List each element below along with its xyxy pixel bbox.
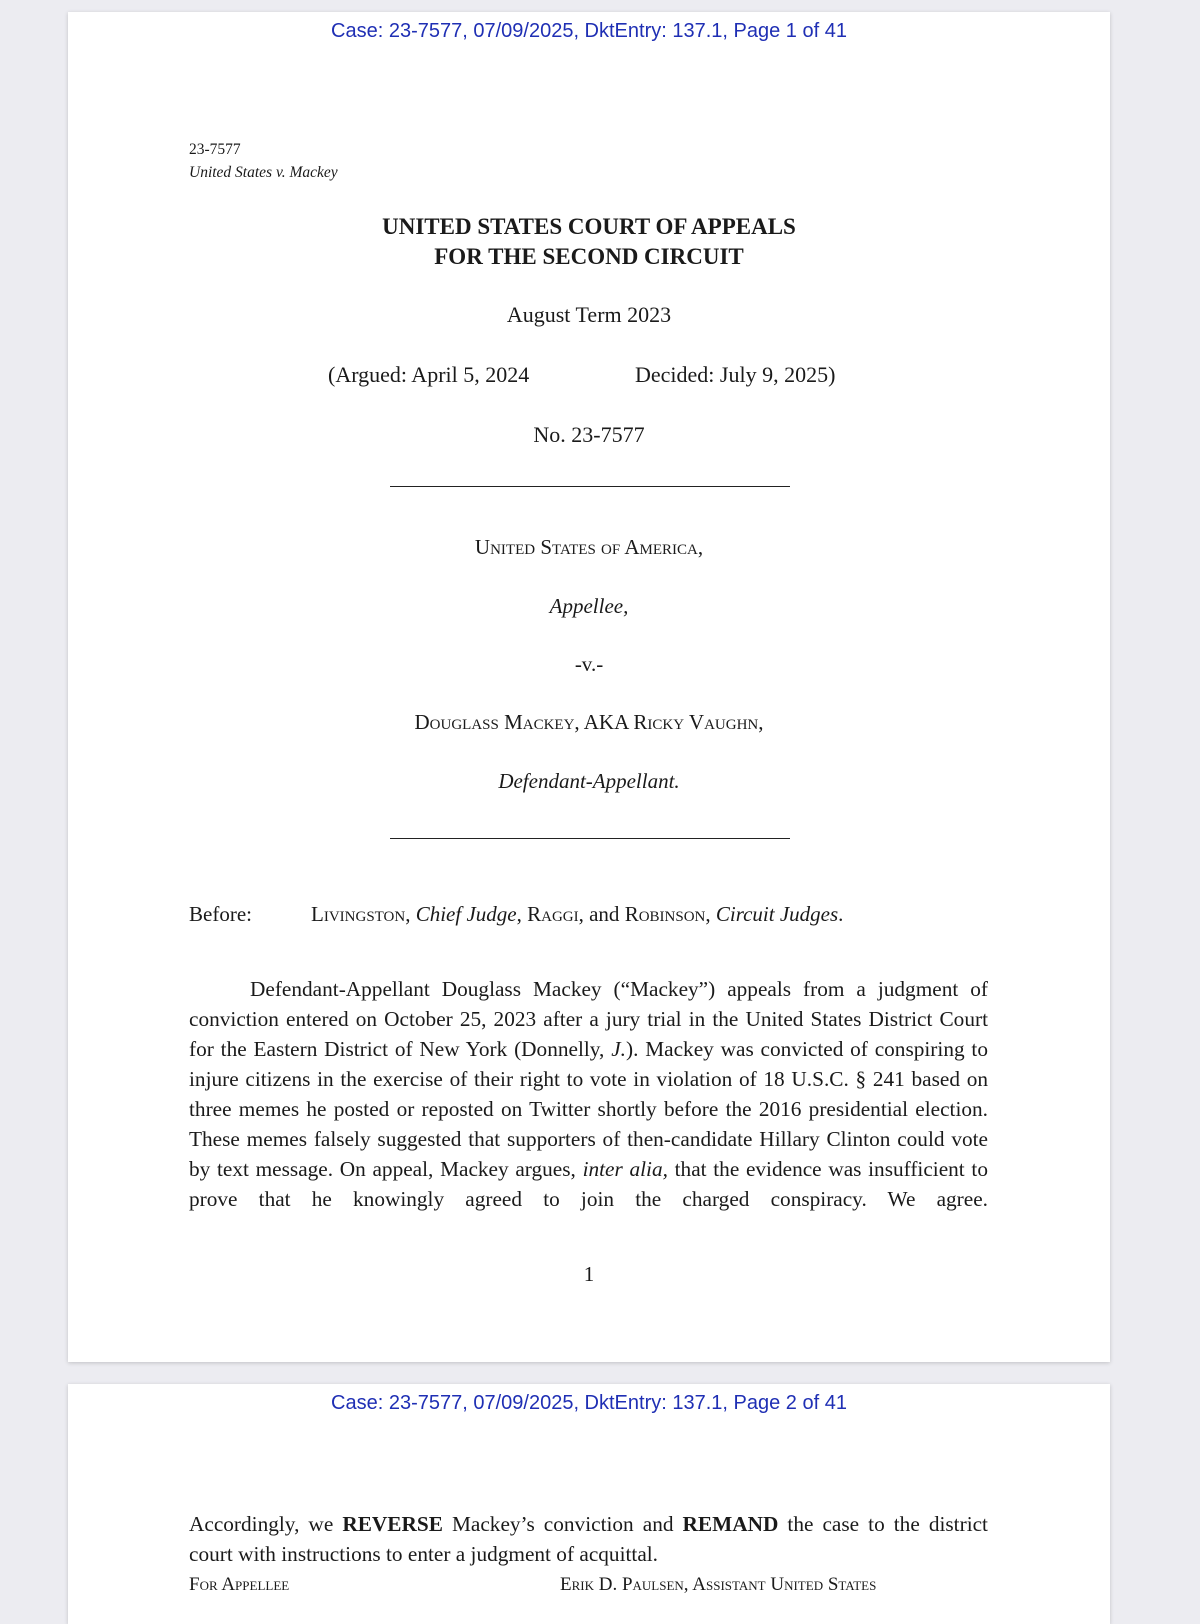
paragraph-text: the case to the district court with instructions to enter a judgment of acquittal. bbox=[189, 1512, 988, 1566]
case-caption-block bbox=[189, 138, 338, 184]
caption-case-name: United States v. Mackey bbox=[189, 164, 338, 181]
judges-separator: , bbox=[516, 902, 528, 926]
counsel-label: For Appellee bbox=[189, 1574, 290, 1595]
appellee-party: United States of America, bbox=[474, 535, 704, 559]
paragraph-text: Accordingly, we bbox=[189, 1512, 343, 1536]
before-label: Before: bbox=[189, 902, 252, 926]
paragraph-text: Defendant-Appellant Douglass Mackey (“Mackey”) appeals from a judgment of conviction entered on October 25, 2023 after a jury trial in the United States District Court for the Eastern District of New York (Donnelly, bbox=[189, 977, 988, 1061]
court-name-line-1: UNITED STATES COURT OF APPEALS bbox=[382, 214, 796, 239]
judge-raggi: Raggi bbox=[527, 902, 579, 926]
paragraph-text: ). Mackey was convicted of conspiring to injure citizens in the exercise of their right to vote in violation of 18 U.S.C. § 241 based on three memes he posted or reposted on Twitter shortly before the 2016 presidential election. These memes falsely suggested that supporters of then-candidate Hillary Clinton could vote by text message. On appeal, Mackey argues, bbox=[189, 1037, 988, 1181]
court-term: August Term 2023 bbox=[506, 302, 672, 327]
page-number: 1 bbox=[583, 1262, 595, 1286]
paragraph-italic: J. bbox=[611, 1037, 626, 1061]
argued-date: (Argued: April 5, 2024 bbox=[328, 362, 530, 387]
appellee-role: Appellee, bbox=[549, 594, 629, 618]
judges-separator: , and bbox=[578, 902, 625, 926]
docket-number: No. 23-7577 bbox=[533, 422, 645, 447]
ecf-header-stamp: Case: 23-7577, 07/09/2025, DktEntry: 137.1, Page 1 of 41 bbox=[331, 20, 847, 42]
court-name-line-2: FOR THE SECOND CIRCUIT bbox=[434, 244, 744, 269]
caption-case-number: 23-7577 bbox=[189, 141, 241, 158]
appellant-role: Defendant-Appellant. bbox=[498, 769, 680, 793]
divider-top bbox=[390, 486, 790, 487]
judges-separator: , bbox=[705, 902, 716, 926]
circuit-judges-title: Circuit Judges bbox=[715, 902, 839, 926]
opinion-summary-paragraph bbox=[189, 974, 988, 1214]
reverse-bold: REVERSE bbox=[342, 1512, 443, 1536]
appellant-party: Douglass Mackey, AKA Ricky Vaughn, bbox=[414, 710, 764, 734]
judges-end: . bbox=[838, 902, 844, 926]
decided-date: Decided: July 9, 2025) bbox=[635, 362, 836, 387]
panel-judges bbox=[189, 902, 1009, 927]
document-page-1 bbox=[68, 12, 1110, 1362]
paragraph-text: Mackey’s conviction and bbox=[442, 1512, 683, 1536]
judges-separator: , bbox=[405, 902, 416, 926]
judge-livingston: Livingston bbox=[311, 902, 406, 926]
disposition-paragraph bbox=[189, 1509, 988, 1569]
divider-bottom bbox=[390, 838, 790, 839]
judge-robinson: Robinson bbox=[624, 902, 706, 926]
counsel-name: Erik D. Paulsen, Assistant United States bbox=[560, 1574, 877, 1595]
argued-decided-dates bbox=[68, 362, 1110, 392]
versus-marker: -v.- bbox=[574, 652, 604, 676]
remand-bold: REMAND bbox=[682, 1512, 779, 1536]
ecf-header-stamp: Case: 23-7577, 07/09/2025, DktEntry: 137.1, Page 2 of 41 bbox=[331, 1392, 847, 1414]
court-name bbox=[68, 212, 1110, 272]
paragraph-text: that the evidence was insufficient to prove that he knowingly agreed to join the charged conspiracy. We agree. bbox=[189, 1157, 988, 1211]
chief-judge-title: Chief Judge bbox=[415, 902, 517, 926]
paragraph-italic: inter alia, bbox=[582, 1157, 668, 1181]
